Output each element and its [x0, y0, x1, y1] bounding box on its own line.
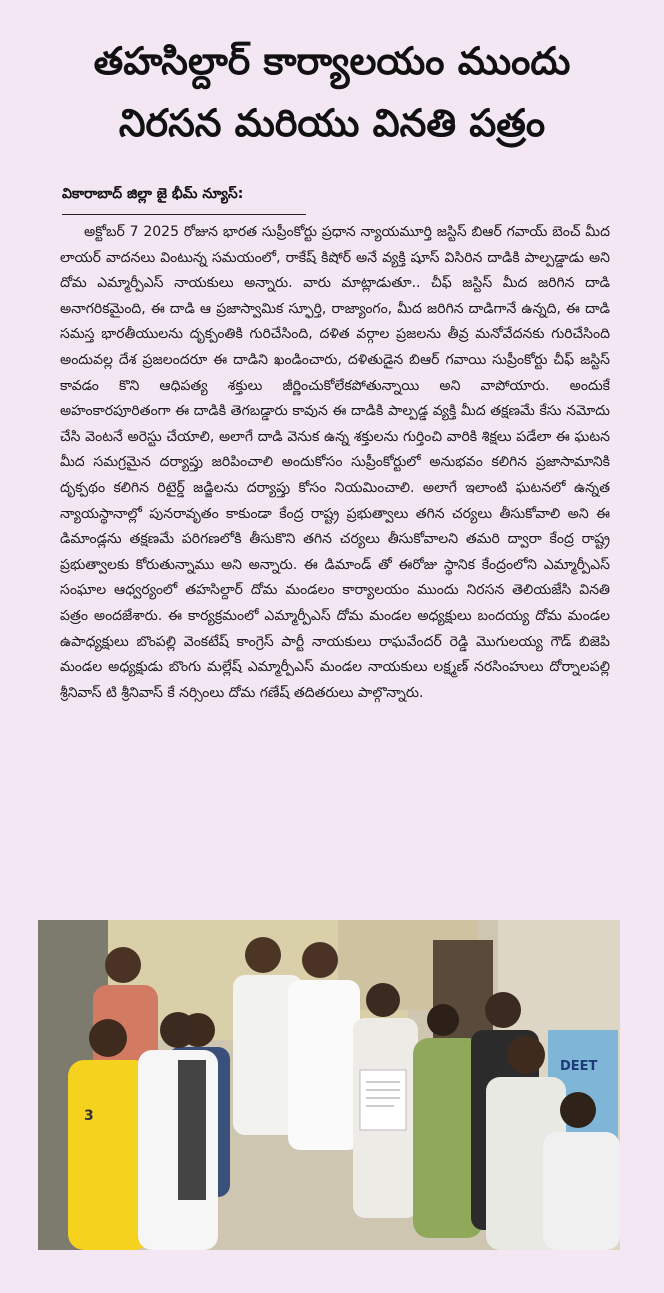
headline-line-1: తహసిల్దార్ కార్యాలయం ముందు — [93, 39, 571, 83]
headline-line-2: నిరసన మరియు వినతి పత్రం — [118, 101, 546, 145]
yellow-shirt-figure — [68, 1060, 150, 1250]
article-body: అక్టోబర్ 7 2025 రోజున భారత సుప్రీంకోర్టు ప్రధాన న్యాయమూర్తి జస్టిస్ బిఆర్ గవాయ్ బెంచ్ మీద లాయర్ వాదనలు వింటున్న సమయంలో, రాకేష్ కిషోర్ అనే వ్యక్తి షూస్ విసిరిన దాడికి పాల్పడ్డాడు అని దోమ ఎమ్మార్పీఎస్ నాయకులు అన్నారు. వారు మాట్లాడుతూ.. చీఫ్ జస్టిస్ మీద జరిగిన దాడి అనాగరికమైంది, ఈ దాడి ఆ ప్రజాస్వామిక స్ఫూర్తి, రాజ్యాంగం, మీద జరిగిన దాడిగానే ఉన్నది, ఈ దాడి సమస్త భారతీయులను దృక్పంతికి గురిచేసింది, దళిత వర్గాల ప్రజలను తీవ్ర మనోవేదనకు గురిచేసింది అందువల్ల దేశ ప్రజలందరూ ఈ దాడిని ఖండించారు, దళితుడైన బిఆర్ గవాయి సుప్రీంకోర్టు చీఫ్ జస్టిస్ కావడం కొని ఆధిపత్య శక్తులు జీర్ణించుకోలేకపోతున్నాయి అని వాపోయారు. అందుకే అహంకారపూరితంగా ఈ దాడికి తెగబడ్డారు కావున ఈ దాడికి పాల్పడ్డ వ్యక్తి మీద తక్షణమే కేసు నమోదు చేసి వెంటనే అరెస్టు చేయాలి, అలాగే దాడి వెనుక ఉన్న శక్తులను గుర్తించి వారికి శిక్షలు పడేలా ఈ ఘటన మీద సమగ్రమైన దర్యాప్తు జరిపించాలి అందుకోసం సుప్రీంకోర్టులో అనుభవం కలిగిన ప్రజాసామానికి దృక్పథం కలిగిన రిటైర్డ్ జడ్జిలను దర్యాప్తు కోసం నియమించాలి. అలాగే ఇలాంటి ఘటనలో ఉన్నత న్యాయస్థానాల్లో పునరావృతం కాకుండా కేంద్ర రాష్ట్ర ప్రభుత్వాలు తగిన చర్యలు తీసుకోవాలి అని ఈ డిమాండ్లను తక్షణమే పరిగణలోకి తీసుకొని తగిన చర్యలు తీసుకోవాలని తమరి ద్వారా కేంద్ర రాష్ట్ర ప్రభుత్వాలకు కోరుతున్నాము అని అన్నారు. ఈ డిమాండ్ తో ఈరోజు స్థానిక కేంద్రంలోని ఎమ్మార్పీఎస్ సంఘాల ఆధ్వర్యంలో తహసిల్దార్ దోమ మండలం కార్యాలయం ముందు నిరసన తెలియజేసి వినతి పత్రం అందజేశారు. ఈ కార్యక్రమంలో ఎమ్మార్పీఎస్ దోమ మండల అధ్యక్షులు బందయ్య దోమ మండల ఉపాధ్యక్షులు బొంపల్లి వెంకటేష్ కాంగ్రెస్ పార్టీ నాయకులు రాఘవేందర్ రెడ్డి మొగులయ్య గౌడ్ బిజెపి మండల అధ్యక్షుడు బొంగు మల్లేష్ ఎమ్మార్పీఎస్ మండల నాయకులు లక్ష్మణ్ నరసింహులు దోర్నాలపల్లి శ్రీనివాస్ టి శ్రీనివాస్ కే నర్సింలు దోమ గణేష్ తదితరులు పాల్గొన్నారు. — [60, 224, 610, 701]
dateline: వికారాబాద్ జిల్లా జై భీమ్ న్యూస్: — [62, 186, 244, 202]
shirt-number: 3 — [84, 1108, 94, 1124]
news-photo — [38, 920, 620, 1250]
dateline-underline — [62, 214, 306, 215]
scarf — [178, 1060, 206, 1200]
memorandum-paper — [360, 1070, 406, 1130]
headline — [0, 30, 664, 154]
poster-text: DEET — [560, 1059, 598, 1074]
